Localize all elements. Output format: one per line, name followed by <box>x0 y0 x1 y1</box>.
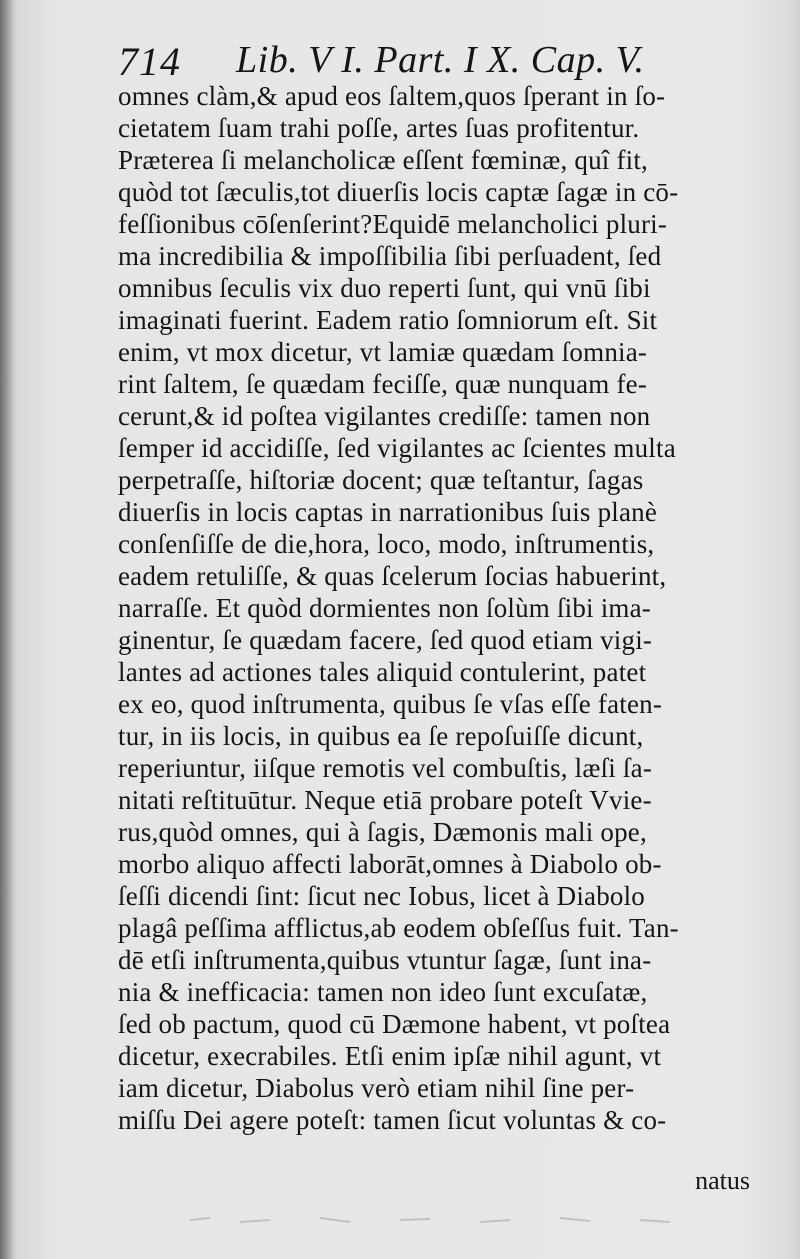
text-line: diuerſis in locis captas in narrationibus ſuis planè <box>118 497 658 527</box>
text-line: dicetur, execrabiles. Etſi enim ipſæ nihil agunt, vt <box>118 1041 662 1071</box>
text-line: nitati reſtituūtur. Neque etiā probare poteſt Vvie- <box>118 785 652 815</box>
text-line: narraſſe. Et quòd dormientes non ſolùm ſibi ima- <box>118 593 651 623</box>
text-line: rus,quòd omnes, qui à ſagis, Dæmonis mali ope, <box>118 817 647 847</box>
running-head: Lib. V I. Part. I X. Cap. V. <box>236 39 645 81</box>
text-line: ma incredibilia & impoſſibilia ſibi perſuadent, ſed <box>118 241 662 271</box>
text-line: plagâ peſſima afflictus,ab eodem obſeſſus fuit. Tan- <box>118 913 679 943</box>
gutter-shadow <box>0 0 14 1259</box>
text-line: quòd tot ſæculis,tot diuerſis locis captæ ſagæ in cō- <box>118 177 679 207</box>
text-line: omnibus ſeculis vix duo reperti ſunt, qui vnū ſibi <box>118 273 651 303</box>
page-header <box>118 38 758 84</box>
text-line: perpetraſſe, hiſtoriæ docent; quæ teſtantur, ſagas <box>118 465 644 495</box>
text-line: feſſionibus cōſenſerint?Equidē melancholici pluri- <box>118 209 668 239</box>
page-number: 714 <box>118 39 181 84</box>
text-line: eadem retuliſſe, & quas ſcelerum ſocias habuerint, <box>118 561 667 591</box>
text-line: conſenſiſſe de die,hora, loco, modo, inſtrumentis, <box>118 529 655 559</box>
text-line: morbo aliquo affecti laborāt,omnes à Diabolo ob- <box>118 849 662 879</box>
text-line: tur, in iis locis, in quibus ea ſe repoſuiſſe dicunt, <box>118 721 644 751</box>
text-line: iam dicetur, Diabolus verò etiam nihil ſine per- <box>118 1073 635 1103</box>
text-line: omnes clàm,& apud eos ſaltem,quos ſperant in ſo- <box>118 81 666 111</box>
text-line: nia & inefficacia: tamen non ideo ſunt excuſatæ, <box>118 977 648 1007</box>
text-line: enim, vt mox dicetur, vt lamiæ quædam ſomnia- <box>118 337 648 367</box>
text-line: lantes ad actiones tales aliquid contulerint, patet <box>118 657 647 687</box>
text-line: ex eo, quod inſtrumenta, quibus ſe vſas eſſe faten- <box>118 689 663 719</box>
text-line: miſſu Dei agere poteſt: tamen ſicut voluntas & co- <box>118 1105 667 1135</box>
text-line: rint ſaltem, ſe quædam feciſſe, quæ nunquam fe- <box>118 369 648 399</box>
catchword: natus <box>695 1166 750 1195</box>
text-line: reperiuntur, iiſque remotis vel combuſtis, læſi ſa- <box>118 753 653 783</box>
text-block <box>118 80 768 1136</box>
text-line: ſemper id accidiſſe, ſed vigilantes ac ſcientes multa <box>118 433 676 463</box>
text-line: imaginati fuerint. Eadem ratio ſomniorum eſt. Sit <box>118 305 658 335</box>
text-line: ſeſſi dicendi ſint: ſicut nec Iobus, licet à Diabolo <box>118 881 646 911</box>
text-line: dē etſi inſtrumenta,quibus vtuntur ſagæ, ſunt ina- <box>118 945 652 975</box>
text-line: ginentur, ſe quædam facere, ſed quod etiam vigi- <box>118 625 653 655</box>
text-line: ſed ob pactum, quod cū Dæmone habent, vt poſtea <box>118 1009 671 1039</box>
show-through-ink <box>180 1200 700 1240</box>
text-line: cietatem ſuam trahi poſſe, artes ſuas profitentur. <box>118 113 640 143</box>
text-line: cerunt,& id poſtea vigilantes crediſſe: tamen non <box>118 401 651 431</box>
text-line: Præterea ſi melancholicæ eſſent fœminæ, quî fit, <box>118 145 648 175</box>
